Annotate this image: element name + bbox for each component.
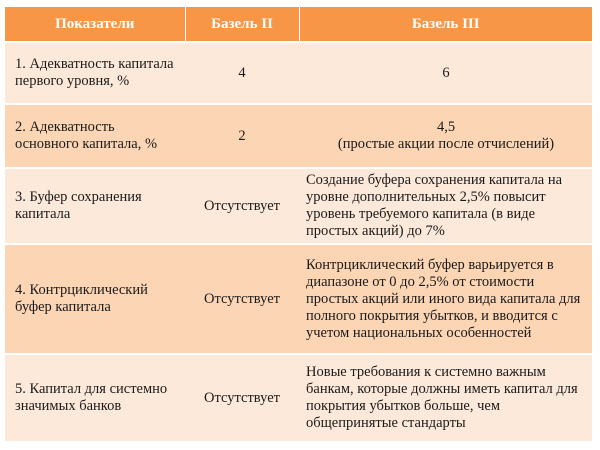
indicator-cell: 3. Буфер сохранения капитала	[5, 168, 185, 244]
table-row	[5, 104, 592, 168]
basel-3-cell: Контрциклический буфер варьируется в диапазоне от 0 до 2,5% от стоимости простых акций или иного вида капитала для полного покрытия убытков, и вводится с учетом национальных особенностей	[299, 244, 592, 354]
basel-2-cell: Отсутствует	[185, 168, 299, 244]
basel-3-cell	[299, 104, 592, 168]
basel-3-value: 6	[442, 64, 450, 81]
basel-3-cell	[299, 42, 592, 104]
basel-3-value: 4,5	[436, 119, 456, 135]
header-basel-2: Базель II	[185, 7, 299, 42]
basel-2-cell: Отсутствует	[185, 244, 299, 354]
table-row	[5, 354, 592, 441]
indicator-cell: 5. Капитал для системно значимых банков	[5, 354, 185, 441]
table-header-row	[5, 7, 592, 42]
basel-comparison-table-container	[5, 7, 592, 441]
header-indicators: Показатели	[5, 7, 185, 42]
basel-2-cell: 4	[185, 42, 299, 104]
table-row	[5, 244, 592, 354]
basel-2-cell: Отсутствует	[185, 354, 299, 441]
basel-comparison-table	[5, 7, 592, 441]
basel-3-cell: Новые требования к системно важным банкам, которые должны иметь капитал для покрытия убытков больше, чем общепринятые стандарты	[299, 354, 592, 441]
header-basel-3: Базель III	[299, 7, 592, 42]
table-row	[5, 168, 592, 244]
indicator-cell: 1. Адекватность капитала первого уровня, %	[5, 42, 185, 104]
basel-3-cell: Создание буфера сохранения капитала на уровне дополнительных 2,5% повысит уровень требуемого капитала (в виде простых акций) до 7%	[299, 168, 592, 244]
indicator-cell: 4. Контрциклический буфер капитала	[5, 244, 185, 354]
basel-2-cell: 2	[185, 104, 299, 168]
basel-3-note: (простые акции после отчислений)	[337, 136, 555, 152]
indicator-cell: 2. Адекватность основного капитала, %	[5, 104, 185, 168]
table-row	[5, 42, 592, 104]
